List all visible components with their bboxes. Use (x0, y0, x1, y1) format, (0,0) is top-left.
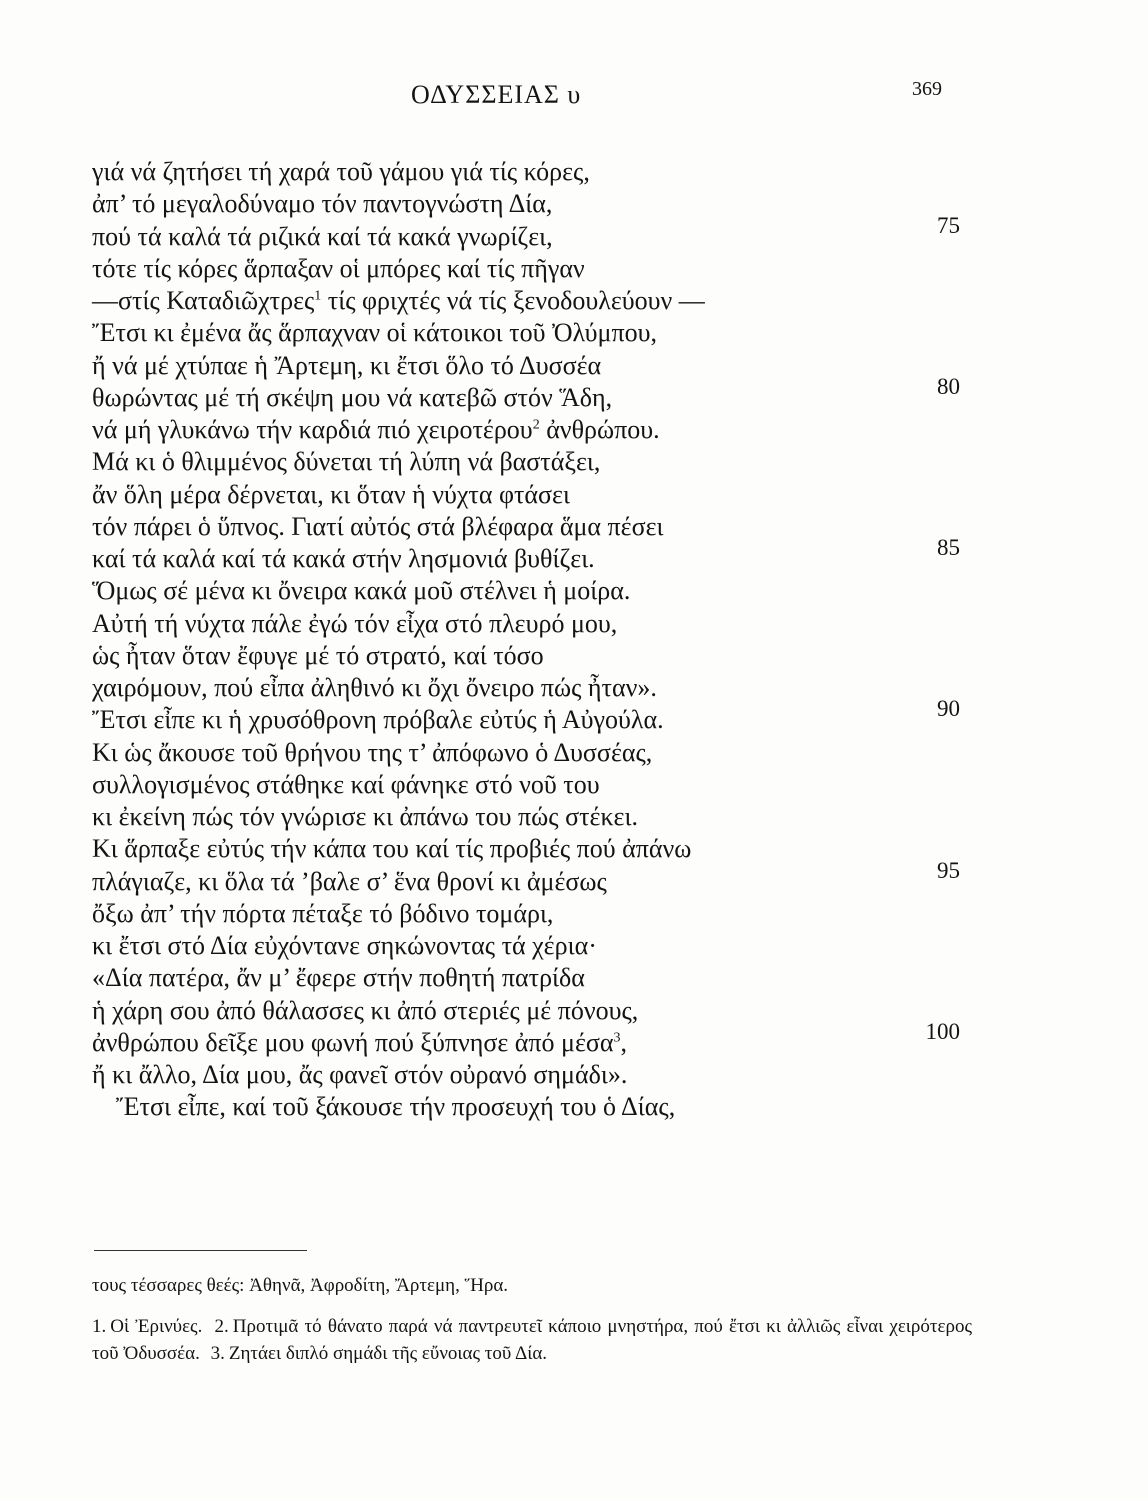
verse-text (92, 156, 590, 188)
verse-text-main: Μά κι ὁ θλιμμένος δύνεται τή λύπη νά βαστάξει, (92, 447, 601, 477)
footnote-notes (92, 1313, 972, 1367)
verse-text-main: θωρώντας μέ τή σκέψη μου νά κατεβῶ στόν Ἅδη, (92, 382, 613, 412)
verse-text-main: Αὐτή τή νύχτα πάλε ἐγώ τόν εἶχα στό πλευρό μου, (92, 608, 618, 638)
verse-text-main: ἄν ὅλη μέρα δέρνεται, κι ὅταν ἡ νύχτα φτάσει (92, 479, 570, 509)
verse-text (92, 221, 553, 253)
verse-text-main: ὡς ἦταν ὅταν ἔφυγε μέ τό στρατό, καί τόσο (92, 640, 544, 670)
verse-text (92, 962, 585, 994)
verse-line (0, 672, 1148, 704)
verse-text (92, 414, 660, 446)
verse-line (0, 608, 1148, 640)
verse-line (0, 373, 1148, 414)
verse-text-main: τότε τίς κόρες ἅρπαξαν οἱ μπόρες καί τίς πῆγαν (92, 253, 585, 283)
footnote-reference[interactable]: 1 (314, 288, 322, 304)
line-number: 95 (937, 857, 960, 883)
verse-line (0, 640, 1148, 672)
verse-line (0, 1018, 1148, 1059)
verse-line (0, 898, 1148, 930)
verse-text-main: Ἔτσι εἶπε, καί τοῦ ξάκουσε τήν προσευχή του ὁ Δίας, (116, 1092, 676, 1122)
page-number: 369 (912, 78, 942, 100)
verse-line (0, 511, 1148, 543)
line-number: 90 (937, 696, 960, 722)
line-number: 100 (925, 1018, 960, 1044)
verse-text-main: ὄξω ἀπ’ τήν πόρτα πέταξε τό βόδινο τομάρι, (92, 898, 554, 928)
verse-text (92, 188, 552, 220)
verse-line (0, 317, 1148, 349)
verse-line (0, 156, 1148, 188)
verse-line (0, 962, 1148, 994)
verse-text (92, 446, 600, 478)
verse-text-main: νά μή γλυκάνω τήν καρδιά πιό χειροτέρου (92, 415, 533, 444)
verse-text-main: ἤ κι ἄλλο, Δία μου, ἄς φανεῖ στόν οὐρανό σημάδι». (92, 1060, 628, 1089)
running-title: ΟΔΥΣΣΕΙΑΣ υ (411, 80, 582, 109)
verse-text (92, 350, 601, 382)
verse-text-main: κι ἐκείνη πώς τόν γνώρισε κι ἀπάνω του πώς στέκει. (92, 802, 638, 831)
verse-line (0, 253, 1148, 285)
verse-line (0, 1059, 1148, 1091)
verse-text (92, 737, 652, 769)
verse-text-after: , (620, 1027, 627, 1057)
verse-text-main: γιά νά ζητήσει τή χαρά τοῦ γάμου γιά τίς κόρες, (92, 157, 590, 186)
verse-text-main: Ὅμως σέ μένα κι ὄνειρα κακά μοῦ στέλνει ἡ μοίρα. (92, 576, 631, 606)
verse-line (0, 769, 1148, 801)
verse-line (0, 833, 1148, 865)
verse-text (92, 479, 570, 511)
verse-text (92, 769, 600, 801)
verse-text-main: πού τά καλά τά ριζικά καί τά κακά γνωρίζει, (92, 221, 553, 251)
verse-text (92, 930, 597, 962)
verse-text (92, 995, 638, 1027)
footnote-text: Προτιμᾶ τό θάνατο παρά νά παντρευτεῖ κάποιο μνηστήρα, πού ἔτσι κι ἀλλιῶς εἶναι χειρότερος τοῦ Ὀδυσσέα. (92, 1316, 973, 1364)
verse-text-main: πλάγιαζε, κι ὅλα τά ’βαλε σ’ ἕνα θρονί κι ἀμέσως (92, 866, 607, 896)
verse-line (0, 737, 1148, 769)
verse-text-main: Κι ἅρπαξε εὐτύς τήν κάπα του καί τίς προβιές πού ἀπάνω (92, 834, 692, 864)
verse-text (92, 543, 595, 575)
verse-text (92, 1027, 627, 1059)
verse-text (92, 317, 657, 349)
line-number: 80 (937, 373, 960, 399)
verse-line (0, 801, 1148, 833)
verse-text (92, 253, 585, 285)
verse-text (116, 1091, 675, 1123)
verse-text-main: —στίς Καταδιῶχτρες (92, 286, 315, 315)
verse-text-main: καί τά καλά καί τά κακά στήν λησμονιά βυθίζει. (92, 544, 595, 573)
footnote-rule (94, 1250, 307, 1251)
verse-text (92, 866, 607, 898)
verse-text (92, 833, 691, 865)
verse-line (0, 188, 1148, 220)
footnote-label: 2. (214, 1316, 229, 1337)
verse-block (0, 156, 1148, 1124)
verse-line (0, 479, 1148, 511)
verse-text-after: ἀνθρώπου. (539, 415, 660, 444)
verse-line (0, 575, 1148, 607)
footnotes (92, 1272, 972, 1367)
verse-line (0, 930, 1148, 962)
verse-text (92, 898, 553, 930)
verse-line (0, 350, 1148, 382)
footnote-label: 3. (210, 1343, 225, 1364)
verse-text-main: τόν πάρει ὁ ὕπνος. Γιατί αὐτός στά βλέφαρα ἅμα πέσει (92, 511, 664, 541)
verse-text-main: Ἔτσι εἶπε κι ἡ χρυσόθρονη πρόβαλε εὐτύς ἡ Αὐγούλα. (92, 705, 664, 735)
footnote-reference[interactable]: 3 (613, 1030, 621, 1046)
footnote-text: Ζητάει διπλό σημάδι τῆς εὔνοιας τοῦ Δία. (228, 1343, 548, 1364)
verse-text-main: Κι ὡς ἄκουσε τοῦ θρήνου της τ’ ἀπόφωνο ὁ Δυσσέας, (92, 737, 653, 767)
verse-text (92, 382, 612, 414)
verse-text-main: ἡ χάρη σου ἀπό θάλασσες κι ἀπό στεριές μέ πόνους, (92, 995, 639, 1025)
line-number: 75 (937, 212, 960, 238)
verse-text (92, 704, 664, 736)
verse-text-main: ἀνθρώπου δεῖξε μου φωνή πού ξύπνησε ἀπό μέσα (92, 1027, 614, 1057)
verse-line (0, 446, 1148, 478)
verse-text (92, 285, 705, 317)
line-number: 85 (937, 535, 960, 560)
verse-line (0, 1091, 1148, 1123)
verse-text-after: τίς φριχτές νά τίς ξενοδουλεύουν — (321, 286, 705, 315)
verse-line (0, 535, 1148, 575)
verse-line (0, 696, 1148, 736)
verse-text (92, 672, 657, 704)
verse-text-main: ἀπ’ τό μεγαλοδύναμο τόν παντογνώστη Δία, (92, 189, 553, 219)
verse-line (0, 414, 1148, 446)
footnote-text: Οἱ Ἐρινύες. (110, 1316, 203, 1337)
verse-text (92, 511, 664, 543)
verse-text (92, 801, 638, 833)
verse-text-main: συλλογισμένος στάθηκε καί φάνηκε στό νοῦ του (92, 769, 600, 799)
verse-text (92, 608, 617, 640)
verse-text-main: Ἔτσι κι ἐμένα ἄς ἅρπαχναν οἱ κάτοικοι τοῦ Ὀλύμπου, (92, 318, 657, 348)
verse-line (0, 857, 1148, 898)
verse-text (92, 575, 630, 607)
verse-text-main: κι ἔτσι στό Δία εὐχόντανε σηκώνοντας τά χέρια· (92, 931, 597, 960)
verse-line (0, 212, 1148, 253)
verse-text-main: ἤ νά μέ χτύπαε ἡ Ἄρτεμη, κι ἔτσι ὅλο τό Δυσσέα (92, 350, 602, 380)
verse-text (92, 1059, 627, 1091)
footnote-continuation: τους τέσσαρες θεές: Ἀθηνᾶ, Ἀφροδίτη, Ἄρτεμη, Ἥρα. (92, 1275, 509, 1296)
verse-text-main: «Δία πατέρα, ἄν μ’ ἔφερε στήν ποθητή πατρίδα (92, 963, 585, 993)
footnote-label: 1. (92, 1316, 107, 1337)
verse-line (0, 995, 1148, 1027)
running-head (0, 80, 1148, 120)
verse-text (92, 640, 544, 672)
footnote-reference[interactable]: 2 (532, 417, 540, 433)
verse-text-main: χαιρόμουν, πού εἶπα ἀληθινό κι ὄχι ὄνειρο πώς ἦταν». (92, 673, 657, 702)
verse-line (0, 285, 1148, 317)
